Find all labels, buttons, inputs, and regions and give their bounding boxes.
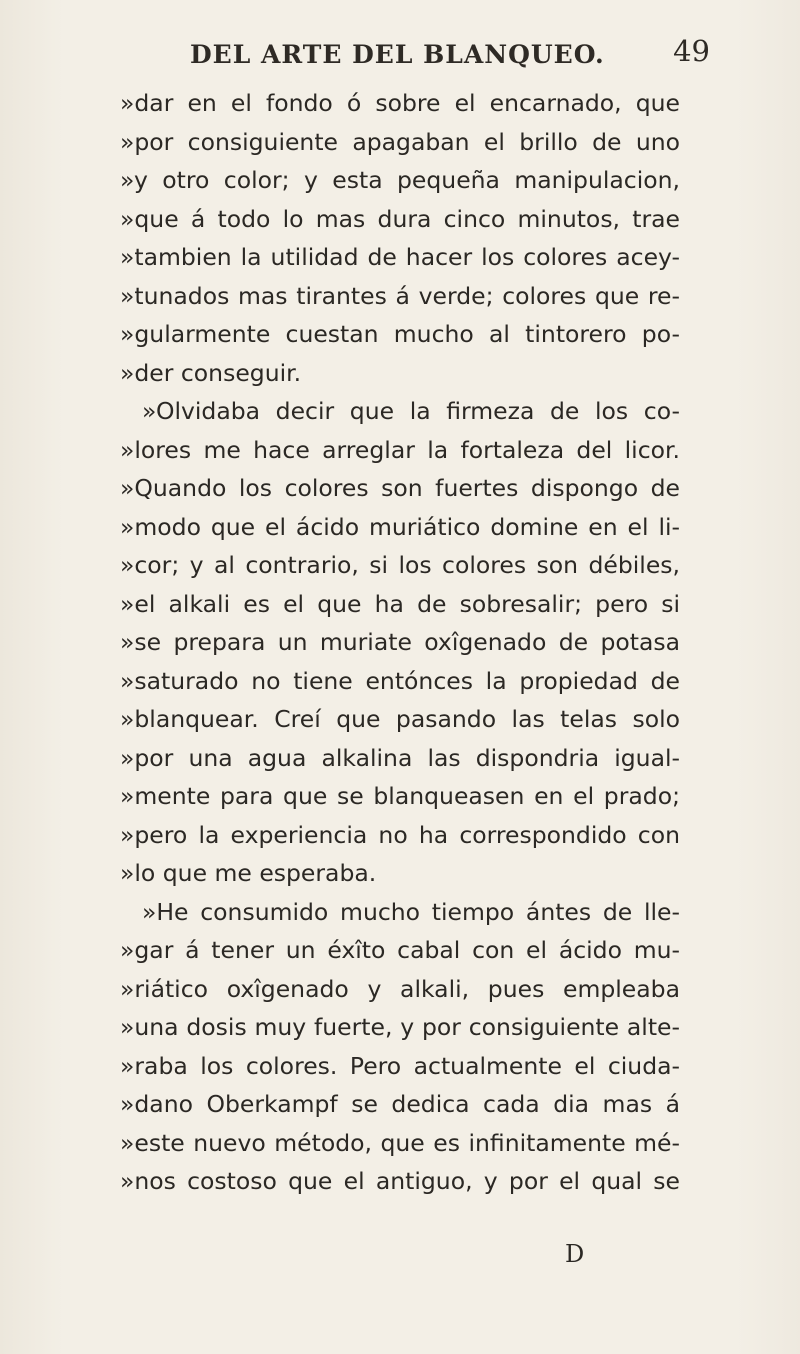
text-line: »por una agua alkalina las dispondria igual- (120, 743, 680, 772)
text-line: »dar en el fondo ó sobre el encarnado, que (120, 89, 680, 117)
text-line: »que á todo lo mas dura cinco minutos, trae (120, 204, 680, 233)
text-line: »Olvidaba decir que la firmeza de los co- (142, 397, 680, 425)
text-line: »modo que el ácido muriático domine en el li- (120, 512, 680, 541)
text-line: »der conseguir. (120, 358, 302, 387)
text-line: »cor; y al contrario, si los colores son débiles, (120, 551, 680, 579)
signature-mark: D (565, 1240, 585, 1268)
text-line: »gularmente cuestan mucho al tintorero po- (120, 320, 680, 348)
text-line: »blanquear. Creí que pasando las telas solo (120, 705, 680, 733)
text-line: »saturado no tiene entónces la propiedad de (120, 666, 680, 695)
text-line: »el alkali es el que ha de sobresalir; pero si (120, 589, 680, 618)
text-line: »riático oxîgenado y alkali, pues empleaba (120, 974, 680, 1003)
text-line: »gar á tener un éxîto cabal con el ácido mu- (120, 936, 680, 964)
text-line: »este nuevo método, que es infinitamente mé- (120, 1128, 680, 1157)
page-header (190, 28, 710, 84)
text-line: »lo que me esperaba. (120, 859, 377, 887)
text-line: »se prepara un muriate oxîgenado de potasa (120, 628, 680, 656)
text-line: »mente para que se blanqueasen en el prado; (120, 782, 680, 810)
text-line: »Quando los colores son fuertes dispongo de (120, 474, 680, 502)
text-line: »nos costoso que el antiguo, y por el qual se (120, 1167, 680, 1195)
text-line: »pero la experiencia no ha correspondido con (120, 820, 680, 849)
text-line: »He consumido mucho tiempo ántes de lle- (142, 897, 680, 926)
body-text (120, 84, 680, 1201)
text-line: »por consiguiente apagaban el brillo de uno (120, 127, 680, 156)
running-head: DEL ARTE DEL BLANQUEO. (190, 40, 605, 69)
text-line: »tunados mas tirantes á verde; colores que re- (120, 281, 680, 310)
text-line: »una dosis muy fuerte, y por consiguiente alte- (120, 1013, 680, 1041)
page-number: 49 (673, 34, 710, 68)
text-line: »raba los colores. Pero actualmente el ciuda- (120, 1051, 680, 1080)
text-line: »y otro color; y esta pequeña manipulacion, (120, 166, 680, 194)
text-line: »dano Oberkampf se dedica cada dia mas á (120, 1090, 680, 1118)
text-line: »tambien la utilidad de hacer los colores acey- (120, 243, 680, 271)
text-line: »lores me hace arreglar la fortaleza del licor. (120, 435, 680, 464)
